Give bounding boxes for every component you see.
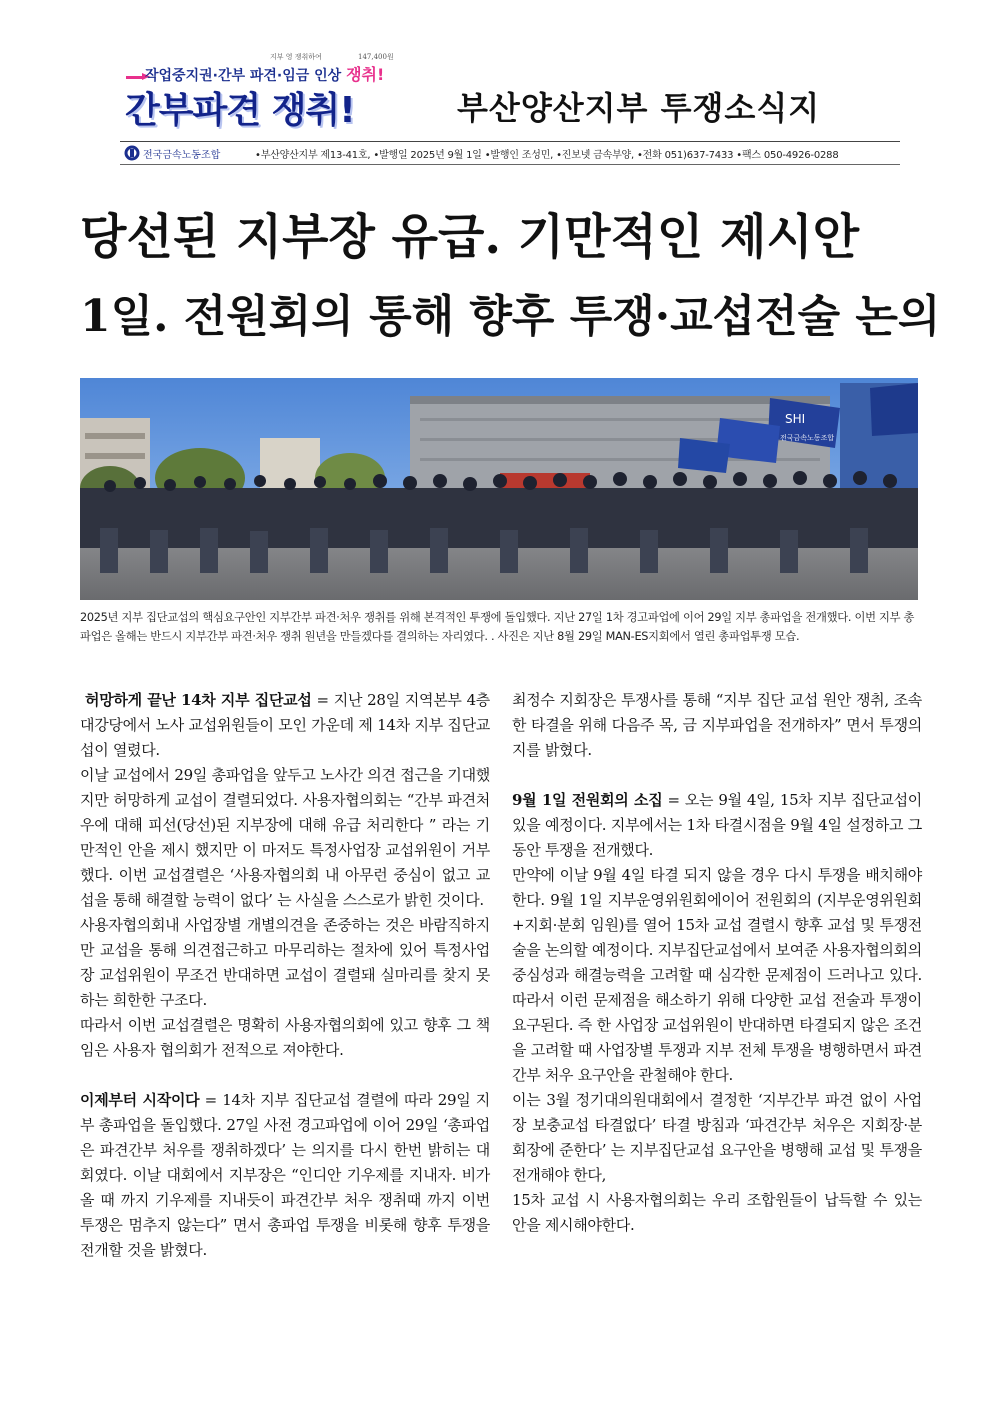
article-paragraph: 최정수 지회장은 투쟁사를 통해 “지부 집단 교섭 원안 쟁취, 조속한 타결을 위해 다음주 목, 금 지부파업을 전개하자” 면서 투쟁의지를 밝혔다. [512, 691, 922, 759]
article-paragraph [80, 1088, 490, 1263]
masthead [120, 50, 900, 140]
handwritten-note-amount: 147,400원 [358, 53, 394, 61]
article-paragraph: 이날 교섭에서 29일 총파업을 앞두고 노사간 의견 접근을 기대했지만 허망하게 교섭이 결렬되었다. 사용자협의회는 “간부 파견처우에 대해 피선(당선)된 지부장에 대해 유급 처리한다 ” 라는 기만적인 안을 제시 했지만 이 마저도 특정사업장 교섭위원이 거부했다. 이번 교섭결렬은 ‘사용자협의회 내 아무런 중심이 없고 교섭을 통해 해결할 능력이 없다’ 는 사실을 스스로가 밝힌 것이다. [80, 766, 490, 909]
paragraph-text: = 지난 28일 지역본부 4층 대강당에서 노사 교섭위원들이 모인 가운데 제 14차 지부 집단교섭이 열렸다. [80, 691, 491, 759]
newsletter-logo [120, 50, 430, 138]
article-paragraph: 만약에 이날 9월 4일 타결 되지 않을 경우 다시 투쟁을 배치해야 한다. 9월 1일 지부운영위원회에이어 전원회의 (지부운영위원회+지회·분회 임원)를 열어 15차 교섭 결렬시 향후 교섭 및 투쟁전술을 논의할 예정이다. 지부집단교섭에서 보여준 사용자협의회의 중심성과 해결능력을 고려할 때 심각한 문제점이 드러나고 있다. 따라서 이런 문제점을 해소하기 위해 다양한 교섭 전술과 투쟁이 요구된다. 즉 한 사업장 교섭위원이 반대하면 타결되지 않은 조건을 고려할 때 사업장별 투쟁과 지부 전체 투쟁을 병행하면서 파견 간부 처우 요구안을 관철해야 한다. [512, 866, 922, 1084]
slogan-win: 쟁취! [346, 65, 385, 84]
banner-text-shi: SHI [785, 412, 806, 426]
subheadline: 1일. 전원회의 통해 향후 투쟁·교섭전술 논의 [80, 291, 941, 342]
publication-title: 부산양산지부 투쟁소식지 [457, 89, 821, 127]
info-bar [120, 141, 900, 165]
handwritten-note: 지부 영 쟁취하여 [270, 53, 322, 61]
paragraph-text: = 14차 지부 집단교섭 결렬에 따라 29일 지부 총파업을 돌입했다. 27일 사전 경고파업에 이어 29일 ‘총파업은 파견간부 처우를 쟁취하겠다’ 는 의지를 다시 한번 밝히는 대회였다. 이날 대회에서 지부장은 “인디안 기우제를 지내자. 비가올 때 까지 기우제를 지내듯이 파견간부 처우 쟁취때 까지 이번 투쟁은 멈추지 않는다” 면서 총파업 투쟁을 비롯해 향후 투쟁을 전개할 것을 밝혔다. [80, 1091, 490, 1259]
union-name: 전국금속노동조합 [143, 150, 221, 161]
paragraph-gap [80, 1063, 490, 1088]
banner-text-union: 전국금속노동조합 [780, 434, 835, 442]
article-paragraph: 이는 3월 정기대의원대회에서 결정한 ‘지부간부 파견 없이 사업장 보충교섭 타결없다’ 타결 방침과 ‘파견간부 처우은 지회장·분회장에 준한다’ 는 지부집단교섭 요구안을 병행해 교섭 및 투쟁을 전개해야 한다, [512, 1091, 922, 1184]
strike-rally-photo [80, 378, 918, 600]
photo-caption: 2025년 지부 집단교섭의 핵심요구안인 지부간부 파견·처우 쟁취를 위해 본격적인 투쟁에 돌입했다. 지난 27일 1차 경고파업에 이어 29일 지부 총파업을 전개했다. 이번 지부 총파업은 올해는 반드시 지부간부 파견·처우 쟁취 원년을 만들겠다를 결의하는 자리였다. . 사진은 지난 8월 29일 MAN-ES지회에서 열린 총파업투쟁 모습. [80, 611, 915, 643]
publication-details: •부산양산지부 제13-41호, •발행일 2025년 9월 1일 •발행인 조성민, •진보넷 금속부양, •전화 051)637-7433 •팩스 050-4926-0288 [255, 150, 839, 161]
section-lead-starting-now: 이제부터 시작이다 [80, 1091, 200, 1109]
article-paragraph: 15차 교섭 시 사용자협의회는 우리 조합원들이 납득할 수 있는 안을 제시해야한다. [512, 1191, 922, 1234]
section-lead-plenary-meeting: 9월 1일 전원회의 소집 [512, 791, 663, 809]
paragraph-text: = 오는 9월 4일, 15차 지부 집단교섭이 있을 예정이다. 지부에서는 1차 타결시점을 9월 4일 설정하고 그 동안 투쟁을 전개했다. [512, 791, 922, 859]
article-right-column [512, 688, 922, 1238]
article-paragraph: 사용자협의회내 사업장별 개별의견을 존중하는 것은 바람직하지만 교섭을 통해 의견접근하고 마무리하는 절차에 있어 특정사업장 교섭위원이 무조건 반대하면 교섭이 결렬돼 실마리를 찾지 못하는 희한한 구조다. [80, 916, 490, 1009]
union-emblem-icon [124, 145, 140, 161]
article-paragraph [80, 688, 490, 763]
headline: 당선된 지부장 유급. 기만적인 제시안 [80, 209, 860, 265]
article-left-column [80, 688, 490, 1263]
paragraph-gap [512, 763, 922, 788]
section-lead-negotiation-ended: 허망하게 끝난 14차 지부 집단교섭 [85, 691, 312, 709]
article-paragraph [512, 788, 922, 863]
logo-main-slogan: 간부파견 쟁취! [125, 90, 355, 131]
article-paragraph: 따라서 이번 교섭결렬은 명확히 사용자협의회에 있고 향후 그 책임은 사용자 협의회가 전적으로 져야한다. [80, 1016, 490, 1059]
slogan-demands: 작업중지권·간부 파견·임금 인상 [145, 68, 342, 84]
rally-photo-illustration [80, 378, 918, 600]
